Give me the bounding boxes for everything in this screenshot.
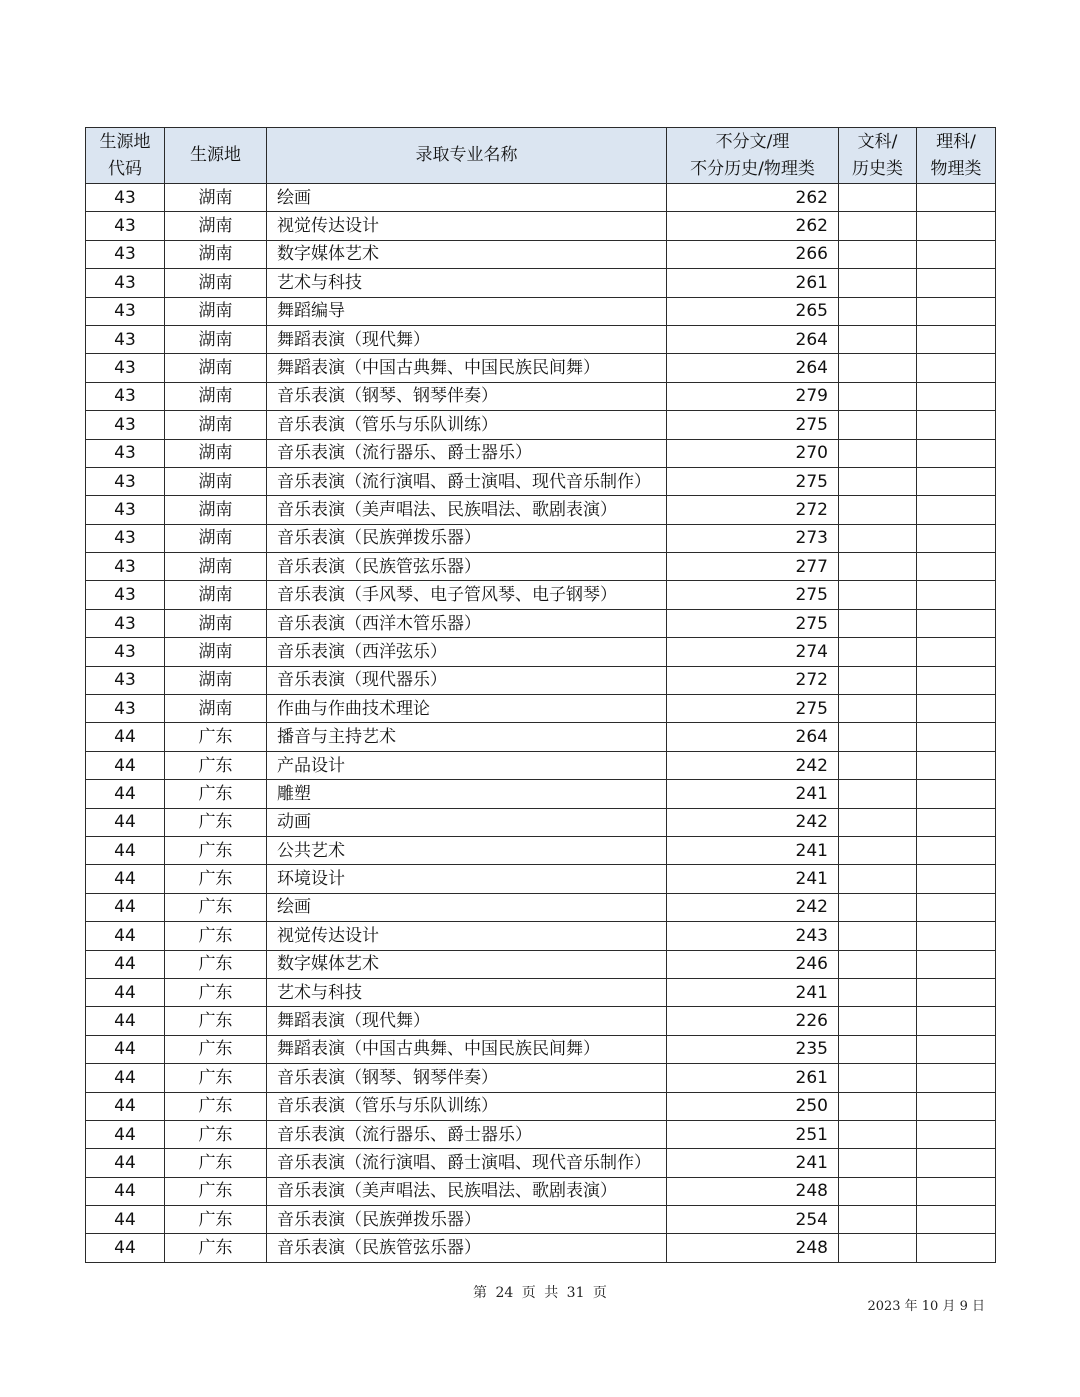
cell-science-score [917, 269, 996, 297]
cell-arts-score [839, 695, 917, 723]
cell-arts-score [839, 467, 917, 495]
cell-origin-code: 43 [86, 609, 165, 637]
cell-general-score: 275 [667, 581, 839, 609]
cell-arts-score [839, 439, 917, 467]
cell-science-score [917, 1035, 996, 1063]
cell-origin-code: 43 [86, 240, 165, 268]
header-origin: 生源地 [165, 128, 267, 184]
table-row [86, 922, 996, 950]
cell-origin-code: 44 [86, 865, 165, 893]
cell-science-score [917, 467, 996, 495]
table-row [86, 240, 996, 268]
cell-general-score: 241 [667, 836, 839, 864]
table-header-row [86, 128, 996, 184]
cell-origin-code: 44 [86, 978, 165, 1006]
cell-science-score [917, 836, 996, 864]
cell-major: 舞蹈编导 [267, 297, 667, 325]
cell-origin-code: 43 [86, 212, 165, 240]
cell-origin: 湖南 [165, 411, 267, 439]
cell-arts-score [839, 950, 917, 978]
cell-science-score [917, 524, 996, 552]
cell-science-score [917, 751, 996, 779]
table-row [86, 467, 996, 495]
cell-origin-code: 44 [86, 1064, 165, 1092]
cell-major: 音乐表演（流行演唱、爵士演唱、现代音乐制作） [267, 1149, 667, 1177]
header-science-score [917, 128, 996, 184]
table-row [86, 808, 996, 836]
cell-arts-score [839, 1120, 917, 1148]
cell-origin: 湖南 [165, 638, 267, 666]
cell-origin: 广东 [165, 1064, 267, 1092]
cell-arts-score [839, 325, 917, 353]
cell-science-score [917, 865, 996, 893]
cell-origin-code: 44 [86, 1035, 165, 1063]
cell-general-score: 241 [667, 865, 839, 893]
cell-general-score: 275 [667, 695, 839, 723]
cell-arts-score [839, 524, 917, 552]
cell-general-score: 277 [667, 553, 839, 581]
cell-science-score [917, 184, 996, 212]
cell-general-score: 266 [667, 240, 839, 268]
cell-general-score: 264 [667, 354, 839, 382]
table-row [86, 411, 996, 439]
cell-arts-score [839, 836, 917, 864]
cell-arts-score [839, 1007, 917, 1035]
cell-origin: 湖南 [165, 382, 267, 410]
table-row [86, 269, 996, 297]
cell-origin: 湖南 [165, 581, 267, 609]
cell-origin: 广东 [165, 1035, 267, 1063]
cell-general-score: 274 [667, 638, 839, 666]
cell-major: 音乐表演（民族管弦乐器） [267, 553, 667, 581]
table-row [86, 780, 996, 808]
header-origin-code-line-1: 生源地 [99, 131, 151, 152]
cell-origin-code: 44 [86, 1234, 165, 1262]
cell-arts-score [839, 1234, 917, 1262]
table-row [86, 1177, 996, 1205]
cell-science-score [917, 1234, 996, 1262]
cell-general-score: 262 [667, 212, 839, 240]
cell-science-score [917, 922, 996, 950]
cell-major: 音乐表演（管乐与乐队训练） [267, 411, 667, 439]
table-row [86, 893, 996, 921]
cell-origin-code: 43 [86, 269, 165, 297]
cell-major: 播音与主持艺术 [267, 723, 667, 751]
header-science-line-1: 理科/ [936, 131, 976, 152]
table-row [86, 581, 996, 609]
cell-arts-score [839, 297, 917, 325]
cell-science-score [917, 638, 996, 666]
cell-arts-score [839, 978, 917, 1006]
header-arts-score [839, 128, 917, 184]
table-row [86, 950, 996, 978]
table-row [86, 496, 996, 524]
cell-origin: 广东 [165, 865, 267, 893]
cell-major: 音乐表演（现代器乐） [267, 666, 667, 694]
cell-origin-code: 43 [86, 553, 165, 581]
cell-origin-code: 44 [86, 836, 165, 864]
cell-origin-code: 43 [86, 297, 165, 325]
cell-origin-code: 44 [86, 751, 165, 779]
cell-science-score [917, 325, 996, 353]
cell-major: 音乐表演（流行器乐、爵士器乐） [267, 439, 667, 467]
cell-origin: 广东 [165, 780, 267, 808]
cell-science-score [917, 553, 996, 581]
table-row [86, 1206, 996, 1234]
cell-origin-code: 43 [86, 325, 165, 353]
cell-general-score: 250 [667, 1092, 839, 1120]
cell-arts-score [839, 1177, 917, 1205]
cell-origin-code: 43 [86, 666, 165, 694]
cell-origin-code: 43 [86, 496, 165, 524]
header-origin-code [86, 128, 165, 184]
cell-general-score: 261 [667, 269, 839, 297]
cell-origin: 湖南 [165, 467, 267, 495]
cell-major: 音乐表演（西洋弦乐） [267, 638, 667, 666]
table-row [86, 865, 996, 893]
cell-origin: 广东 [165, 1007, 267, 1035]
cell-origin: 湖南 [165, 439, 267, 467]
cell-origin: 湖南 [165, 695, 267, 723]
cell-major: 作曲与作曲技术理论 [267, 695, 667, 723]
cell-general-score: 241 [667, 1149, 839, 1177]
cell-science-score [917, 382, 996, 410]
cell-origin-code: 43 [86, 524, 165, 552]
header-origin-code-line-2: 代码 [108, 158, 142, 179]
cell-origin: 广东 [165, 922, 267, 950]
cell-general-score: 272 [667, 496, 839, 524]
cell-science-score [917, 780, 996, 808]
cell-general-score: 226 [667, 1007, 839, 1035]
cell-origin-code: 44 [86, 1092, 165, 1120]
cell-arts-score [839, 553, 917, 581]
cell-arts-score [839, 184, 917, 212]
table-row [86, 1035, 996, 1063]
cell-origin: 广东 [165, 1120, 267, 1148]
cell-origin: 广东 [165, 1092, 267, 1120]
cell-origin: 湖南 [165, 666, 267, 694]
cell-major: 音乐表演（民族管弦乐器） [267, 1234, 667, 1262]
cell-major: 音乐表演（西洋木管乐器） [267, 609, 667, 637]
cell-origin: 湖南 [165, 325, 267, 353]
cell-origin: 广东 [165, 893, 267, 921]
cell-major: 舞蹈表演（中国古典舞、中国民族民间舞） [267, 354, 667, 382]
table-body [86, 184, 996, 1263]
table-row [86, 751, 996, 779]
header-arts-line-2: 历史类 [852, 158, 903, 179]
header-arts-line-1: 文科/ [857, 131, 898, 152]
cell-science-score [917, 581, 996, 609]
cell-origin-code: 43 [86, 382, 165, 410]
table-row [86, 439, 996, 467]
cell-origin: 湖南 [165, 609, 267, 637]
cell-arts-score [839, 1206, 917, 1234]
cell-origin: 广东 [165, 751, 267, 779]
cell-major: 数字媒体艺术 [267, 950, 667, 978]
cell-major: 音乐表演（流行器乐、爵士器乐） [267, 1120, 667, 1148]
cell-origin: 广东 [165, 1234, 267, 1262]
cell-origin: 广东 [165, 1206, 267, 1234]
cell-general-score: 235 [667, 1035, 839, 1063]
cell-general-score: 241 [667, 780, 839, 808]
cell-major: 音乐表演（钢琴、钢琴伴奏） [267, 1064, 667, 1092]
cell-arts-score [839, 354, 917, 382]
cell-major: 环境设计 [267, 865, 667, 893]
cell-origin-code: 44 [86, 723, 165, 751]
cell-science-score [917, 1149, 996, 1177]
cell-arts-score [839, 865, 917, 893]
cell-arts-score [839, 1149, 917, 1177]
cell-origin: 广东 [165, 950, 267, 978]
cell-general-score: 248 [667, 1234, 839, 1262]
cell-major: 音乐表演（手风琴、电子管风琴、电子钢琴） [267, 581, 667, 609]
cell-origin-code: 43 [86, 695, 165, 723]
cell-science-score [917, 1177, 996, 1205]
cell-general-score: 273 [667, 524, 839, 552]
cell-general-score: 270 [667, 439, 839, 467]
table-row [86, 382, 996, 410]
cell-origin: 湖南 [165, 354, 267, 382]
cell-major: 音乐表演（管乐与乐队训练） [267, 1092, 667, 1120]
cell-major: 音乐表演（美声唱法、民族唱法、歌剧表演） [267, 496, 667, 524]
cell-major: 绘画 [267, 893, 667, 921]
header-science-line-2: 物理类 [930, 158, 982, 179]
cell-science-score [917, 297, 996, 325]
cell-major: 产品设计 [267, 751, 667, 779]
cell-arts-score [839, 666, 917, 694]
cell-origin: 湖南 [165, 524, 267, 552]
cell-arts-score [839, 1035, 917, 1063]
table-row [86, 638, 996, 666]
cell-arts-score [839, 269, 917, 297]
cell-major: 音乐表演（钢琴、钢琴伴奏） [267, 382, 667, 410]
cell-science-score [917, 695, 996, 723]
cell-arts-score [839, 609, 917, 637]
cell-arts-score [839, 382, 917, 410]
cell-general-score: 272 [667, 666, 839, 694]
table-row [86, 1120, 996, 1148]
cell-science-score [917, 354, 996, 382]
cell-arts-score [839, 638, 917, 666]
cell-general-score: 275 [667, 609, 839, 637]
table-row [86, 1064, 996, 1092]
cell-science-score [917, 240, 996, 268]
cell-arts-score [839, 496, 917, 524]
cell-origin: 湖南 [165, 240, 267, 268]
cell-origin-code: 44 [86, 950, 165, 978]
cell-science-score [917, 1007, 996, 1035]
header-general-line-2: 不分历史/物理类 [690, 158, 815, 179]
cell-major: 公共艺术 [267, 836, 667, 864]
cell-arts-score [839, 1064, 917, 1092]
cell-major: 舞蹈表演（现代舞） [267, 325, 667, 353]
cell-science-score [917, 666, 996, 694]
cell-major: 艺术与科技 [267, 978, 667, 1006]
cell-major: 音乐表演（民族弹拨乐器） [267, 524, 667, 552]
cell-origin: 湖南 [165, 496, 267, 524]
cell-major: 舞蹈表演（中国古典舞、中国民族民间舞） [267, 1035, 667, 1063]
cell-origin-code: 43 [86, 467, 165, 495]
cell-origin-code: 43 [86, 184, 165, 212]
cell-arts-score [839, 240, 917, 268]
cell-origin: 广东 [165, 723, 267, 751]
cell-general-score: 275 [667, 467, 839, 495]
cell-science-score [917, 893, 996, 921]
cell-science-score [917, 496, 996, 524]
cell-origin: 广东 [165, 1149, 267, 1177]
cell-origin-code: 43 [86, 439, 165, 467]
cell-general-score: 261 [667, 1064, 839, 1092]
page-date: 2023 年 10 月 9 日 [867, 1299, 985, 1314]
header-general-score [667, 128, 839, 184]
header-major: 录取专业名称 [267, 128, 667, 184]
cell-general-score: 243 [667, 922, 839, 950]
cell-general-score: 264 [667, 723, 839, 751]
cell-major: 绘画 [267, 184, 667, 212]
cell-origin-code: 44 [86, 1120, 165, 1148]
cell-arts-score [839, 212, 917, 240]
cell-general-score: 262 [667, 184, 839, 212]
cell-general-score: 242 [667, 751, 839, 779]
cell-origin: 广东 [165, 978, 267, 1006]
cell-arts-score [839, 751, 917, 779]
cell-general-score: 251 [667, 1120, 839, 1148]
cell-origin: 广东 [165, 808, 267, 836]
cell-origin: 湖南 [165, 553, 267, 581]
cell-general-score: 248 [667, 1177, 839, 1205]
cell-general-score: 265 [667, 297, 839, 325]
table-row [86, 212, 996, 240]
cell-origin-code: 44 [86, 922, 165, 950]
cell-origin: 湖南 [165, 212, 267, 240]
table-row [86, 1007, 996, 1035]
cell-origin-code: 44 [86, 1177, 165, 1205]
cell-major: 音乐表演（美声唱法、民族唱法、歌剧表演） [267, 1177, 667, 1205]
cell-science-score [917, 609, 996, 637]
cell-origin: 湖南 [165, 297, 267, 325]
cell-major: 音乐表演（流行演唱、爵士演唱、现代音乐制作） [267, 467, 667, 495]
cell-general-score: 246 [667, 950, 839, 978]
admission-score-table [85, 127, 996, 1263]
table-row [86, 1149, 996, 1177]
cell-origin-code: 43 [86, 638, 165, 666]
table-row [86, 695, 996, 723]
table-row [86, 723, 996, 751]
cell-science-score [917, 950, 996, 978]
table-row [86, 1092, 996, 1120]
cell-major: 音乐表演（民族弹拨乐器） [267, 1206, 667, 1234]
table-row [86, 1234, 996, 1262]
cell-major: 数字媒体艺术 [267, 240, 667, 268]
cell-arts-score [839, 780, 917, 808]
cell-origin-code: 43 [86, 354, 165, 382]
cell-general-score: 242 [667, 808, 839, 836]
table-row [86, 609, 996, 637]
cell-origin-code: 44 [86, 1206, 165, 1234]
table-row [86, 524, 996, 552]
cell-arts-score [839, 893, 917, 921]
cell-general-score: 241 [667, 978, 839, 1006]
cell-general-score: 279 [667, 382, 839, 410]
cell-science-score [917, 1206, 996, 1234]
table-row [86, 325, 996, 353]
table-row [86, 184, 996, 212]
table-row [86, 978, 996, 1006]
cell-major: 雕塑 [267, 780, 667, 808]
cell-science-score [917, 723, 996, 751]
table-row [86, 553, 996, 581]
cell-science-score [917, 1092, 996, 1120]
cell-science-score [917, 212, 996, 240]
cell-origin-code: 44 [86, 808, 165, 836]
cell-general-score: 254 [667, 1206, 839, 1234]
cell-origin-code: 44 [86, 893, 165, 921]
cell-major: 动画 [267, 808, 667, 836]
cell-origin-code: 44 [86, 780, 165, 808]
table-row [86, 666, 996, 694]
cell-origin: 湖南 [165, 269, 267, 297]
cell-major: 艺术与科技 [267, 269, 667, 297]
cell-arts-score [839, 723, 917, 751]
cell-science-score [917, 411, 996, 439]
table-row [86, 297, 996, 325]
cell-arts-score [839, 411, 917, 439]
cell-major: 视觉传达设计 [267, 212, 667, 240]
cell-arts-score [839, 922, 917, 950]
header-general-line-1: 不分文/理 [715, 131, 790, 152]
cell-origin-code: 43 [86, 581, 165, 609]
cell-science-score [917, 439, 996, 467]
cell-origin-code: 43 [86, 411, 165, 439]
cell-origin: 湖南 [165, 184, 267, 212]
cell-arts-score [839, 581, 917, 609]
cell-major: 视觉传达设计 [267, 922, 667, 950]
cell-major: 舞蹈表演（现代舞） [267, 1007, 667, 1035]
cell-general-score: 264 [667, 325, 839, 353]
cell-origin-code: 44 [86, 1007, 165, 1035]
cell-science-score [917, 1064, 996, 1092]
cell-origin: 广东 [165, 1177, 267, 1205]
cell-science-score [917, 808, 996, 836]
cell-general-score: 242 [667, 893, 839, 921]
cell-arts-score [839, 1092, 917, 1120]
cell-origin-code: 44 [86, 1149, 165, 1177]
cell-science-score [917, 978, 996, 1006]
table-row [86, 354, 996, 382]
page-number: 第 24 页 共 31 页 [473, 1285, 607, 1301]
cell-arts-score [839, 808, 917, 836]
cell-origin: 广东 [165, 836, 267, 864]
cell-science-score [917, 1120, 996, 1148]
cell-general-score: 275 [667, 411, 839, 439]
table-row [86, 836, 996, 864]
